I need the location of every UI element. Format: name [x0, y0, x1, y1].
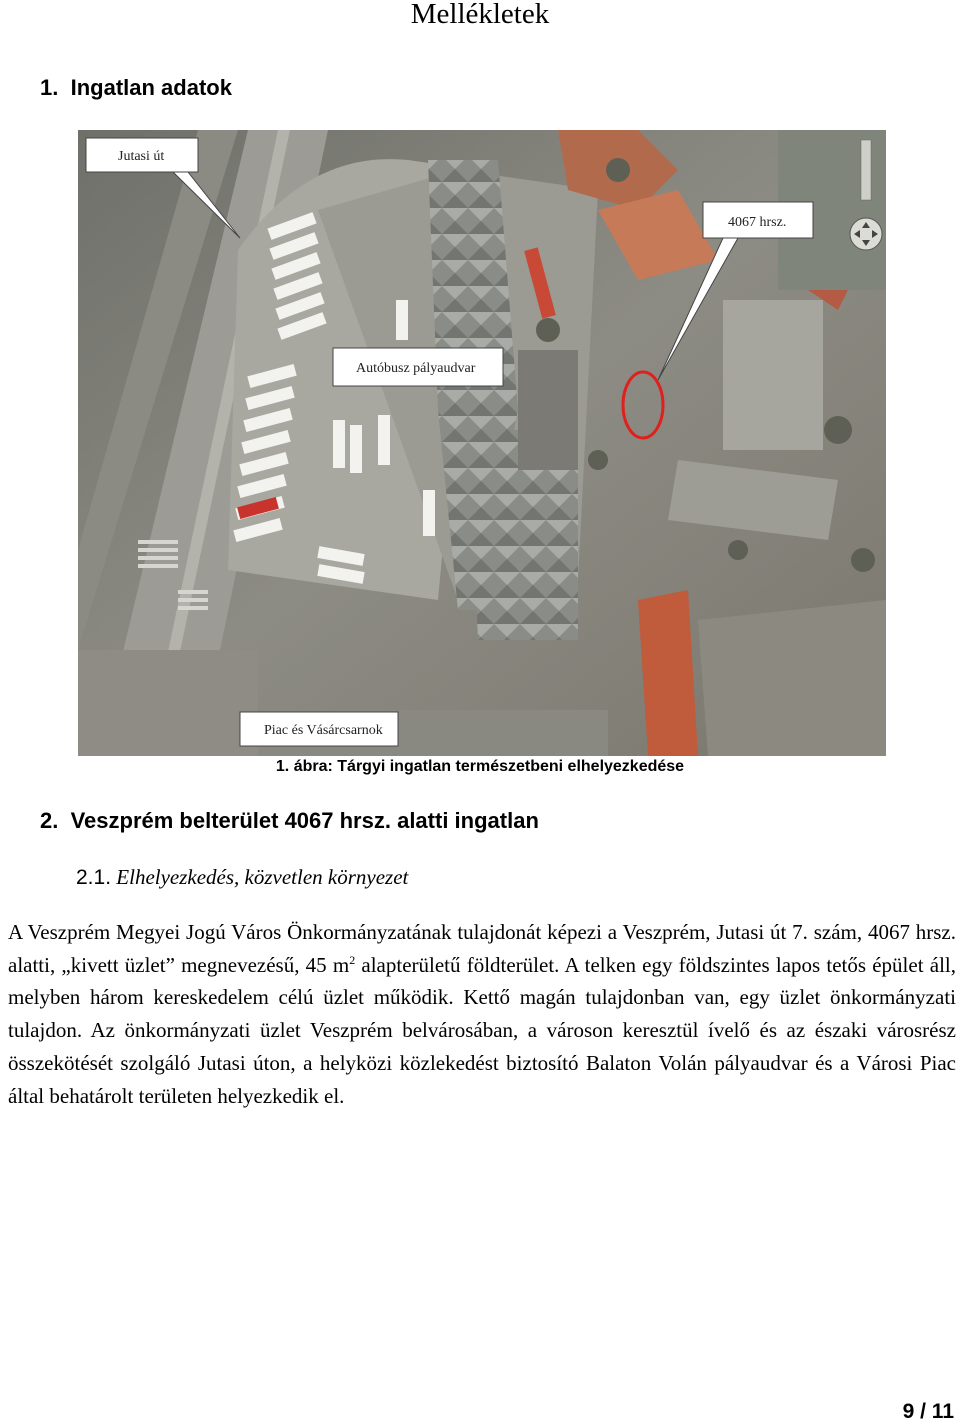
page-number: 9 / 11 — [902, 1400, 954, 1423]
body-paragraph — [8, 916, 956, 1112]
section-heading-1 — [40, 75, 232, 101]
section-number: 2. — [40, 808, 59, 833]
figure-caption: 1. ábra: Tárgyi ingatlan természetbeni elhelyezkedése — [275, 758, 685, 775]
aerial-map-image — [78, 130, 886, 756]
section-title: Veszprém belterület 4067 hrsz. alatti ingatlan — [70, 808, 539, 833]
body-superscript: 2 — [349, 952, 356, 967]
callout-piac — [240, 712, 398, 746]
section-number: 1. — [40, 75, 59, 100]
callout-jutasi-label: Jutasi út — [118, 149, 165, 164]
body-text-part2: alapterületű földterület. A telken egy földszintes lapos tetős épület áll, melyben három kereskedelem célú üzlet működik. Kettő magán tulajdonban van, egy üzlet önkormányzati tulajdon. Az önkormányzati üzlet Veszprém belvárosában, a városon keresztül ívelő és az északi városrész összekötését szolgáló Jutasi úton, a helyközi közlekedést biztosító Balaton Volán pályaudvar és a Városi Piac által behatárolt területen helyezkedik el. — [8, 952, 956, 1108]
page-title: Mellékletek — [410, 0, 550, 30]
subsection-title: Elhelyezkedés, közvetlen környezet — [116, 865, 409, 889]
section-heading-2 — [40, 808, 539, 834]
subsection-heading — [76, 865, 408, 890]
section-title: Ingatlan adatok — [70, 75, 232, 100]
callout-palyaudvar-label: Autóbusz pályaudvar — [356, 361, 476, 376]
callout-palyaudvar — [333, 348, 503, 386]
body-text-part1: A Veszprém Megyei Jogú Város Önkormányzatának tulajdonát képezi a Veszprém, Jutasi út 7. szám, 4067 hrsz. alatti, „kivett üzlet” megnevezésű, 45 m — [8, 920, 956, 977]
callout-hrsz-label: 4067 hrsz. — [728, 215, 787, 230]
subsection-number: 2.1. — [76, 866, 112, 889]
callout-piac-label: Piac és Vásárcsarnok — [264, 723, 383, 738]
